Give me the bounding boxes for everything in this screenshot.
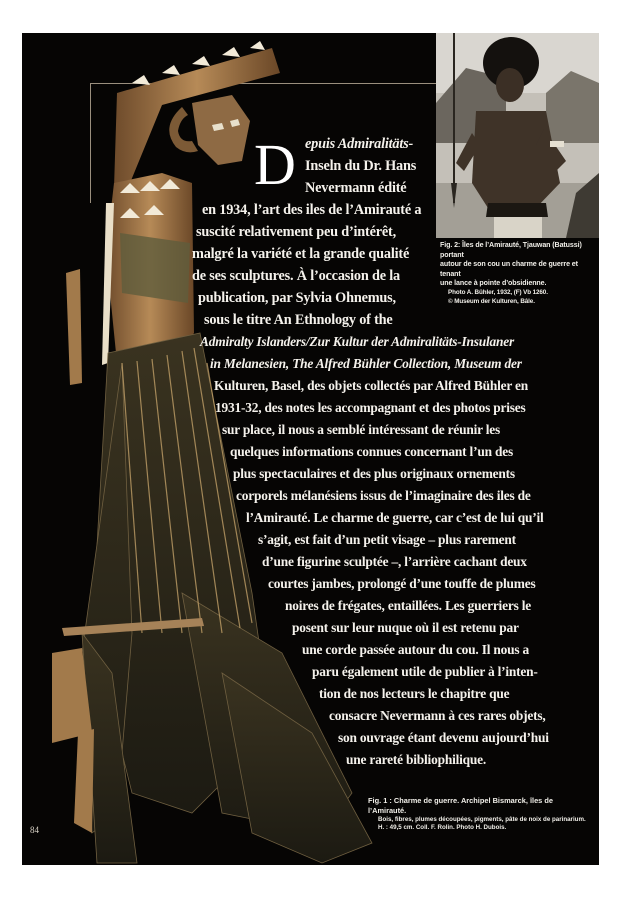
article-line: une corde passée autour du cou. Il nous a (302, 642, 530, 657)
article-line: de ses sculptures. À l’occasion de la (192, 268, 400, 284)
page-number: 84 (30, 825, 39, 835)
article-line: courtes jambes, prolongé d’une touffe de plumes (268, 576, 536, 591)
article-line: d’une figurine sculptée –, l’arrière cachant deux (262, 554, 527, 569)
article-line: sur place, il nous a semblé intéressant de réunir les (222, 422, 501, 437)
article-line: son ouvrage étant devenu aujourd’hui (338, 730, 549, 745)
article-line: epuis Admiralitäts- (305, 136, 414, 152)
article-line: une rareté bibliophilique. (346, 752, 487, 767)
article-line: malgré la variété et la grande qualité (192, 246, 410, 262)
article-line: publication, par Sylvia Ohnemus, (198, 290, 396, 306)
article-line: en 1934, l’art des iles de l’Amirauté a (202, 202, 422, 218)
article-line: Admiralty Islanders/Zur Kultur der Admiralitäts-Insulaner (200, 334, 515, 349)
article-body (22, 33, 599, 865)
article-line: l’Amirauté. Le charme de guerre, car c’est de lui qu’il (246, 510, 544, 525)
fig2-caption-line: Fig. 2: Îles de l’Amirauté, Tjauwan (Batussi) portant (440, 241, 582, 259)
article-line: Kulturen, Basel, des objets collectés par Alfred Bühler en (214, 378, 528, 393)
article-line: in Melanesien, The Alfred Bühler Collection, Museum der (210, 356, 522, 371)
article-line: 1931-32, des notes les accompagnant et des photos prises (215, 400, 526, 415)
article-line: sous le titre An Ethnology of the (204, 312, 393, 328)
fig2-caption-line: une lance à pointe d’obsidienne. (440, 279, 547, 288)
fig1-caption-line: H. : 49,5 cm. Coll. F. Rolin. Photo H. Dubois. (378, 824, 507, 832)
article-line: noires de frégates, entaillées. Les guerriers le (285, 598, 531, 613)
article-line: plus spectaculaires et des plus originaux ornements (233, 466, 515, 481)
fig2-credit: Photo A. Bühler, 1932, (F) Vb 1260. (448, 288, 548, 296)
article-line: Nevermann édité (305, 180, 407, 196)
fig1-caption (368, 796, 593, 833)
fig2-credit: © Museum der Kulturen, Bâle. (448, 297, 535, 305)
drop-cap: D (254, 132, 296, 197)
article-line: paru également utile de publier à l’inten- (312, 664, 538, 679)
article-line: s’agit, est fait d’un petit visage – plus rarement (258, 532, 516, 547)
article-line: posent sur leur nuque où il est retenu par (292, 620, 519, 635)
fig1-caption-title: Fig. 1 : Charme de guerre. Archipel Bismarck, îles de l’Amirauté. (368, 796, 553, 815)
fig2-caption-line: autour de son cou un charme de guerre et tenant (440, 260, 578, 278)
article-line: Inseln du Dr. Hans (305, 158, 417, 174)
article-line: tion de nos lecteurs le chapitre que (319, 686, 510, 701)
article-line: corporels mélanésiens issus de l’imaginaire des iles de (236, 488, 531, 503)
article-line: suscité relativement peu d’intérêt, (196, 224, 396, 240)
article-line: consacre Nevermann à ces rares objets, (329, 708, 546, 723)
article-line: quelques informations connues concernant l’un des (230, 444, 513, 459)
page-panel (22, 33, 599, 865)
fig1-caption-line: Bois, fibres, plumes découpées, pigments, pâte de noix de parinarium. (378, 816, 586, 823)
